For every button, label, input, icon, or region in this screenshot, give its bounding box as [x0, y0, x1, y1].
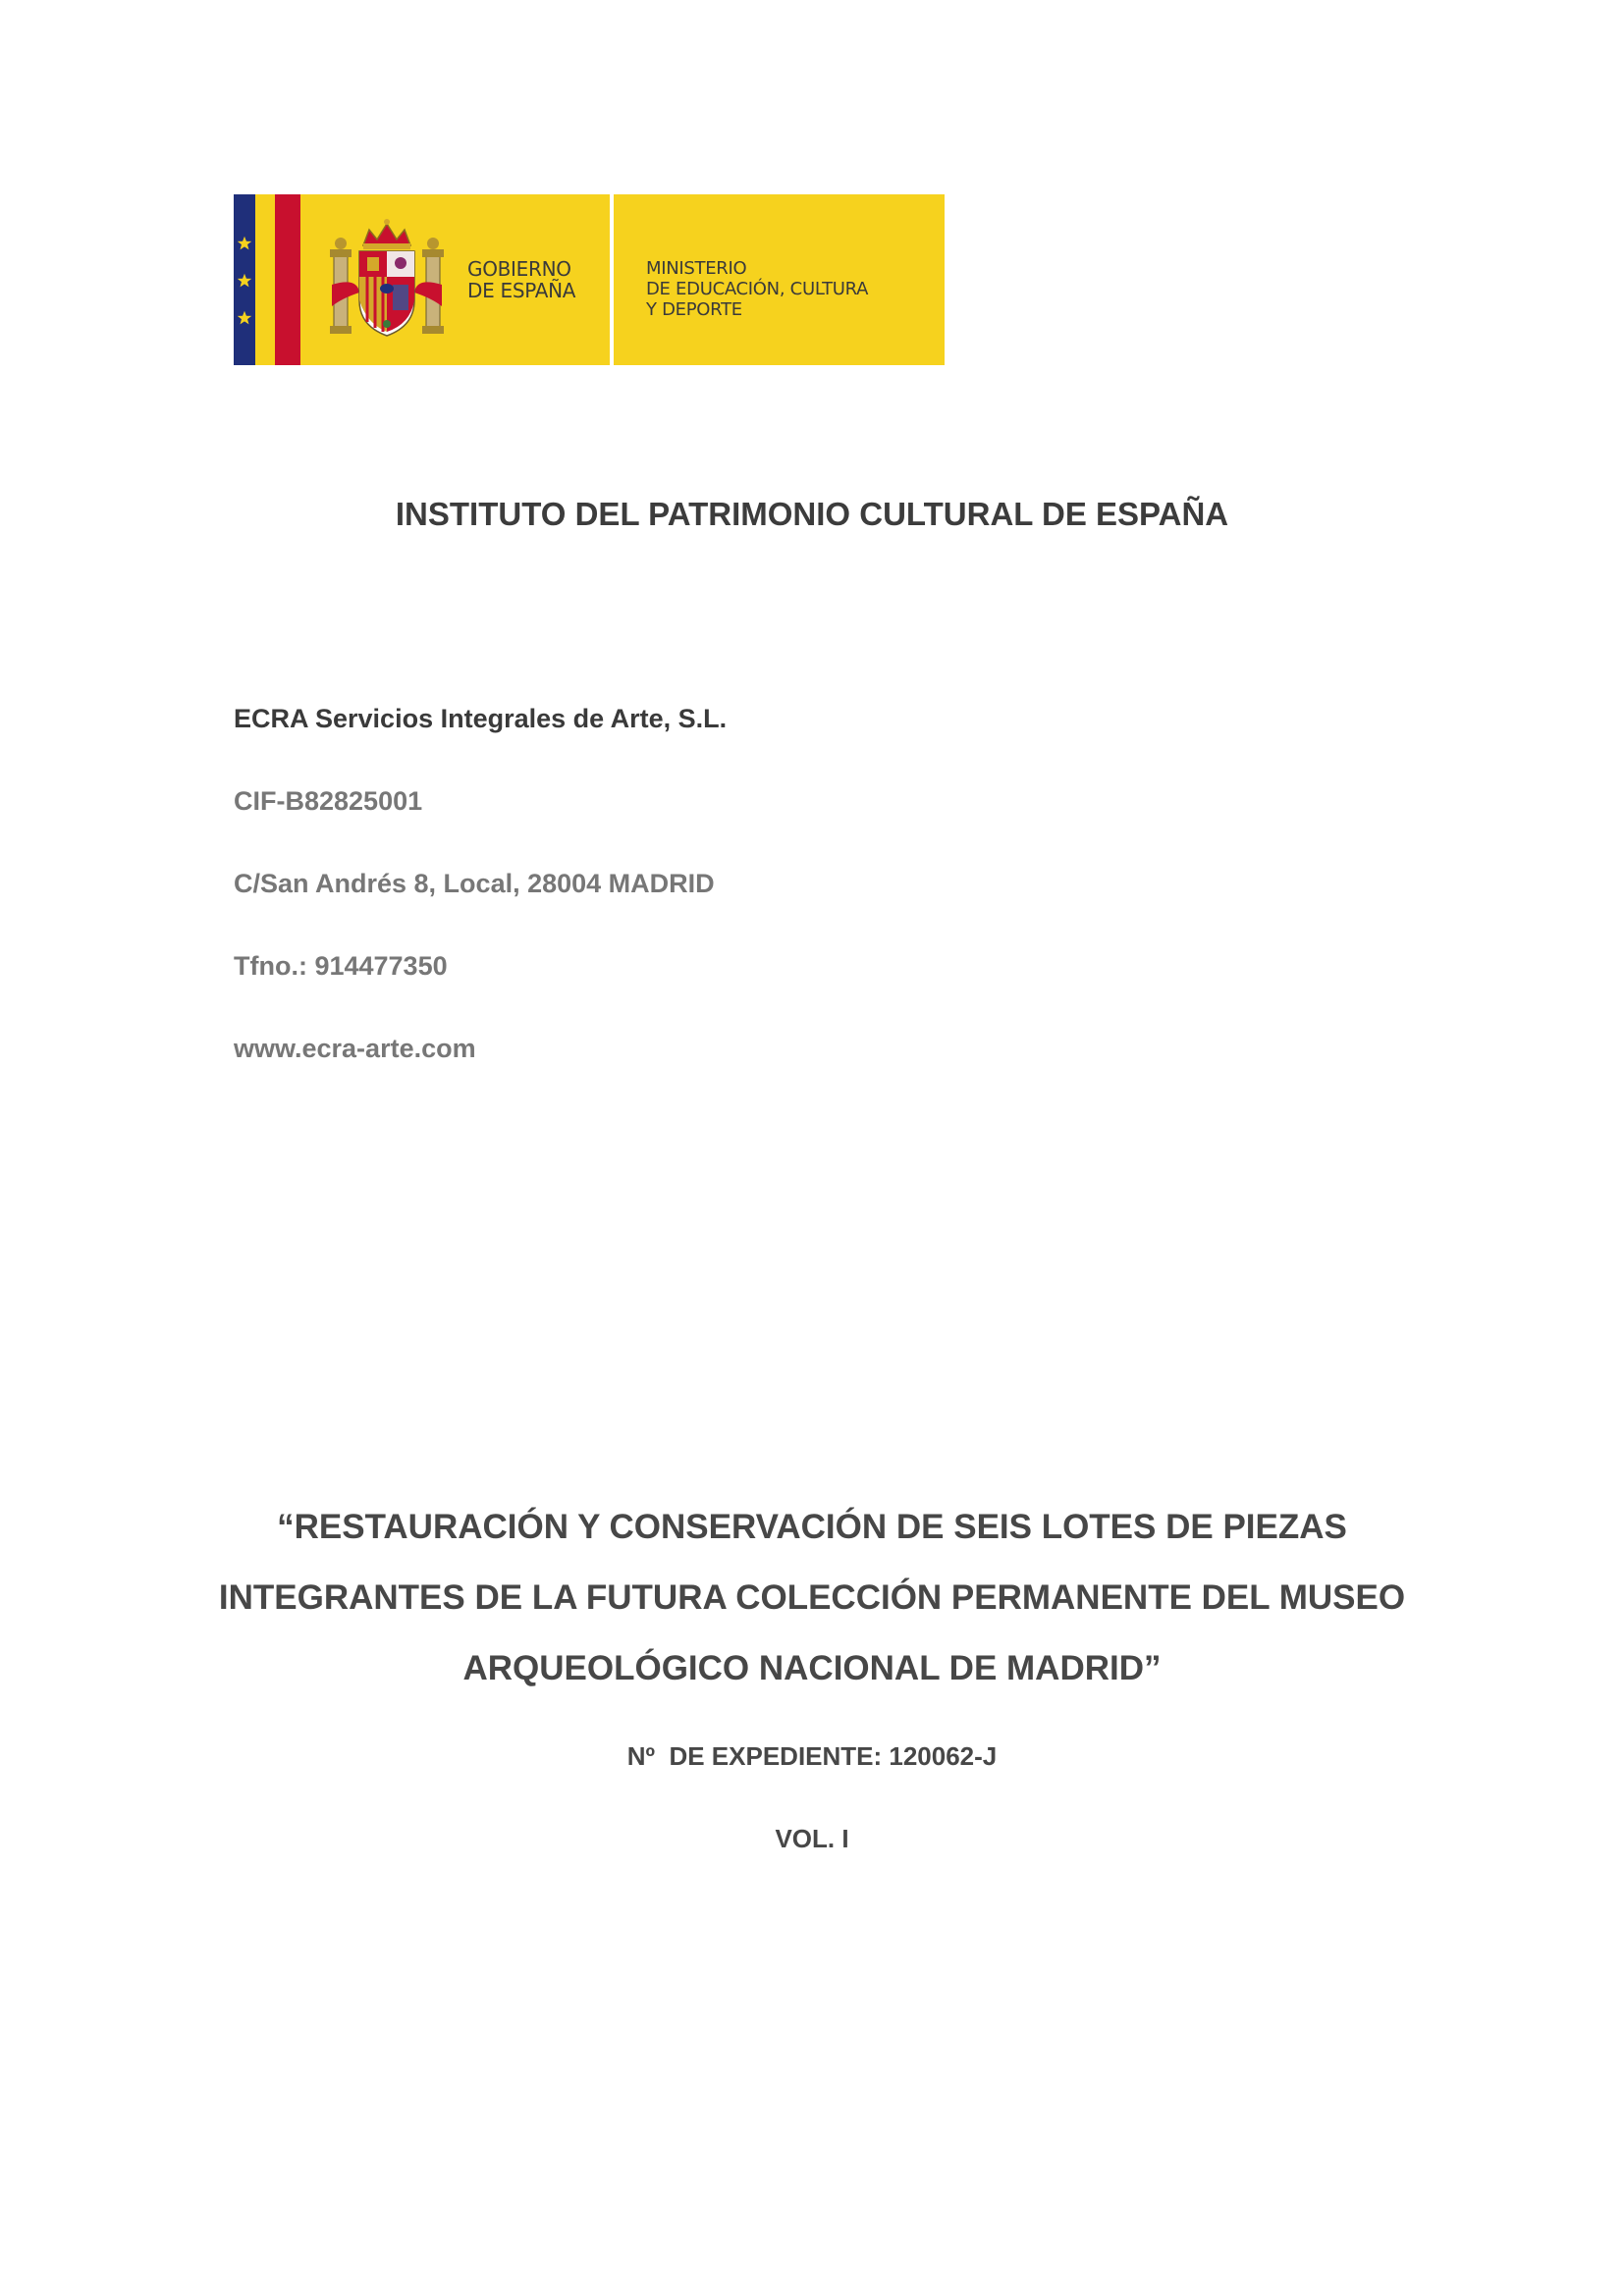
ministry-line-2: DE EDUCACIÓN, CULTURA [646, 279, 869, 299]
project-title-line-3: ARQUEOLÓGICO NACIONAL DE MADRID” [462, 1649, 1162, 1687]
company-cif: CIF-B82825001 [234, 786, 423, 816]
star-icon [237, 236, 252, 251]
ministry-line-3: Y DEPORTE [646, 299, 742, 320]
company-website: www.ecra-arte.com [234, 1034, 476, 1063]
company-name: ECRA Servicios Integrales de Arte, S.L. [234, 704, 728, 733]
ministry-line-1: MINISTERIO [646, 258, 747, 279]
volume-label: VOL. I [775, 1824, 849, 1853]
company-info [234, 677, 1117, 1090]
star-icon [237, 273, 252, 289]
flag-red-strip [275, 194, 300, 365]
star-icon [237, 310, 252, 326]
government-label [467, 258, 605, 301]
government-line-2: DE ESPAÑA [467, 279, 576, 302]
logo-divider [610, 194, 614, 365]
project-title [0, 1492, 1624, 1704]
ministry-label [646, 258, 941, 320]
company-address: C/San Andrés 8, Local, 28004 MADRID [234, 869, 715, 898]
government-line-1: GOBIERNO [467, 257, 571, 281]
expediente-number: Nº DE EXPEDIENTE: 120062-J [626, 1741, 998, 1771]
institute-title: INSTITUTO DEL PATRIMONIO CULTURAL DE ESPAÑA [395, 496, 1229, 532]
project-title-line-2: INTEGRANTES DE LA FUTURA COLECCIÓN PERMANENTE DEL MUSEO [218, 1578, 1406, 1617]
project-title-line-1: “RESTAURACIÓN Y CONSERVACIÓN DE SEIS LOTES DE PIEZAS [277, 1508, 1347, 1546]
company-phone: Tfno.: 914477350 [234, 951, 448, 981]
government-ministry-logo [234, 194, 945, 365]
coat-of-arms-icon [328, 216, 446, 344]
